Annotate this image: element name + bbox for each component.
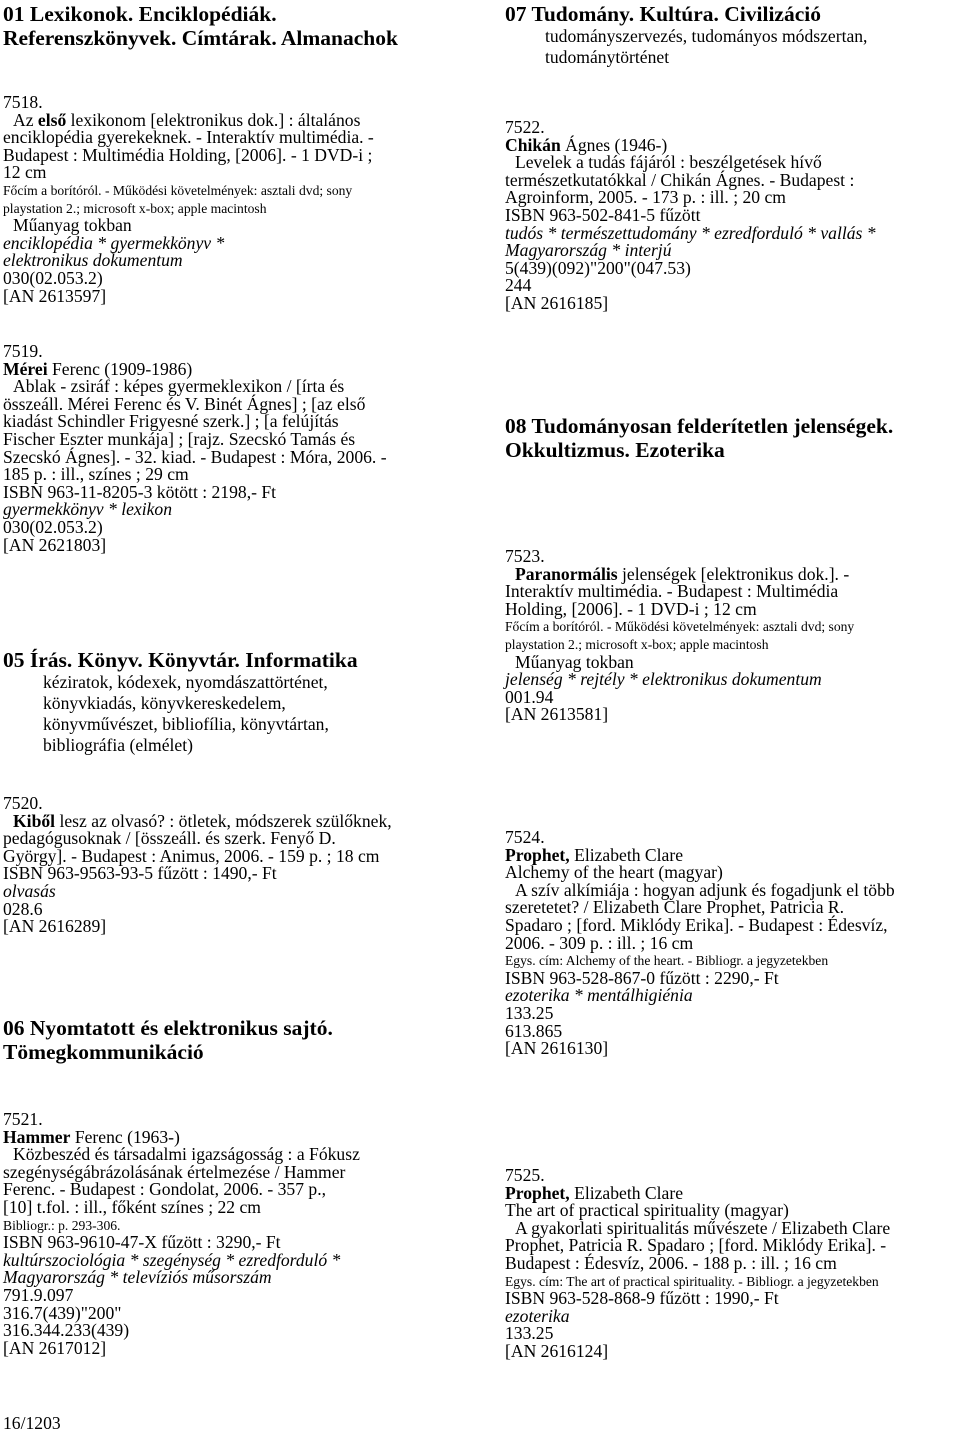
an-number: [AN 2617012] (3, 1337, 107, 1358)
udc-code: 5(439)(092)"200"(047.53) (505, 257, 691, 278)
subject-terms: gyermekkönyv * lexikon (3, 499, 172, 520)
entry-number: 7525. (505, 1165, 545, 1185)
entry-7518: 7518. Az első lexikonom [elektronikus dok.] : általános enciklopédia gyerekeknek. - Interaktív multimédia. - Budapest : Multimédia Holding, [2006]. - 1 DVD-i ; 12 cm Főcím a borítóról. - Működési követelmények: asztali dvd; sony playstation 2.; microsoft x-box; apple macintosh Műanyag tokban enciklopédia * gyermekkönyv * elektronikus dokumentum 030(02.053.2) [AN 2613597] (3, 92, 374, 306)
subject-terms: jelenség * rejtély * elektronikus dokumentum (505, 669, 822, 690)
entry-7522: 7522. Chikán Ágnes (1946-) Levelek a tudás fájáról : beszélgetések hívő természetkutatókkal / Chikán Ágnes. - Budapest : Agroinform, 2005. - 173 p. : ill. ; 20 cm ISBN 963-502-841-5 fűzött tudós * természettudomány * ezredforduló * vallás * Magyarország * interjú 5(439)(092)"200"(047.53) 244 [AN 2616185] (505, 117, 876, 313)
an-number: [AN 2613581] (505, 704, 609, 725)
entry-number: 7521. (3, 1109, 43, 1129)
entry-author: Prophet, Elizabeth Clare (505, 1182, 684, 1203)
section-07-heading: 07 Tudomány. Kultúra. Civilizáció tudományszervezés, tudományos módszertan, tudománytörténet (505, 2, 868, 67)
isbn: ISBN 963-11-8205-3 kötött : 2198,- Ft (3, 481, 277, 502)
udc-code: 001.94 (505, 686, 554, 707)
entry-7523: 7523. Paranormális jelenségek [elektronikus dok.]. - Interaktív multimédia. - Budapest : Multimédia Holding, [2006]. - 1 DVD-i ; 12 cm Főcím a borítóról. - Működési követelmények: asztali dvd; sony playstation 2.; microsoft x-box; apple macintosh Műanyag tokban jelenség * rejtély * elektronikus dokumentum 001.94 [AN 2613581] (505, 546, 855, 725)
entry-7521: 7521. Hammer Ferenc (1963-) Közbeszéd és társadalmi igazságosság : a Fókusz szegénységábrázolásának értelmezése / Hammer Ferenc. - Budapest : Gondolat, 2006. - 357 p., [10] t.fol. : ill., főként színes ; 22 cm Bibliogr.: p. 293-306. ISBN 963-9610-47-X fűzött : 3290,- Ft kultúrszociológia * szegénység * ezredforduló * Magyarország * televíziós műsorszám 791.9.097 316.7(439)"200" 316.344.233(439) [AN 2617012] (3, 1109, 360, 1358)
an-number: [AN 2616124] (505, 1340, 609, 1361)
page-number: 16/1203 (3, 1413, 61, 1433)
an-number: [AN 2616130] (505, 1038, 609, 1059)
isbn: ISBN 963-502-841-5 fűzött (505, 204, 701, 225)
an-number: [AN 2616185] (505, 292, 609, 313)
entry-7525: 7525. Prophet, Elizabeth Clare The art of practical spirituality (magyar) A gyakorlati spiritualitás művészete / Elizabeth Clare Prophet, Patricia R. Spadaro ; [ford. Miklódy Erika]. - Budapest : Édesvíz, 2006. - 188 p. : ill. ; 16 cm Egys. cím: The art of practical spirituality. - Bibliogr. a jegyzetekben ISBN 963-528-868-9 fűzött : 1990,- Ft ezoterika 133.25 [AN 2616124] (505, 1165, 891, 1361)
entry-number: 7518. (3, 92, 43, 112)
entry-number: 7519. (3, 341, 43, 361)
isbn: ISBN 963-9563-93-5 fűzött : 1490,- Ft (3, 863, 277, 884)
entry-7524: 7524. Prophet, Elizabeth Clare Alchemy of the heart (magyar) A szív alkímiája : hogyan adjunk és fogadjunk el több szeretetet? / Elizabeth Clare Prophet, Patricia R. Spadaro ; [ford. Miklódy Erika]. - Budapest : Édesvíz, 2006. - 309 p. : ill. ; 16 cm Egys. cím: Alchemy of the heart. - Bibliogr. a jegyzetekben ISBN 963-528-867-0 fűzött : 2290,- Ft ezoterika * mentálhigiénia 133.25 613.865 [AN 2616130] (505, 827, 895, 1059)
entry-title: Kiből lesz az olvasó? : ötletek, módszerek szülőknek, (13, 810, 392, 831)
subject-terms: ezoterika (505, 1305, 570, 1326)
section-06-heading: 06 Nyomtatott és elektronikus sajtó. Tömegkommunikáció (3, 1016, 333, 1064)
entry-7520: 7520. Kiből lesz az olvasó? : ötletek, módszerek szülőknek, pedagógusoknak / [összeáll. és szerk. Fenyő D. György]. - Budapest : Animus, 2006. - 159 p. ; 18 cm ISBN 963-9563-93-5 fűzött : 1490,- Ft olvasás 028.6 [AN 2616289] (3, 793, 392, 937)
entry-author: Hammer Ferenc (1963-) (3, 1126, 180, 1147)
section-05-heading: 05 Írás. Könyv. Könyvtár. Informatika kéziratok, kódexek, nyomdászattörténet, könyvkiadás, könyvkereskedelem, könyvművészet, bibliofília, könyvtártan, bibliográfia (elmélet) (3, 648, 358, 755)
an-number: [AN 2621803] (3, 534, 107, 555)
udc-code: 133.25 (505, 1323, 554, 1344)
entry-title: Az első lexikonom [elektronikus dok.] : általános (13, 109, 361, 130)
udc-code: 030(02.053.2) (3, 516, 103, 537)
subject-terms: olvasás (3, 880, 56, 901)
entry-title: Paranormális jelenségek [elektronikus dok.]. - (515, 563, 850, 584)
entry-number: 7520. (3, 793, 43, 813)
an-number: [AN 2616289] (3, 916, 107, 937)
udc-code: 791.9.097 (3, 1284, 74, 1305)
udc-code: 133.25 (505, 1002, 554, 1023)
entry-number: 7522. (505, 117, 545, 137)
an-number: [AN 2613597] (3, 285, 107, 306)
udc-code: 028.6 (3, 898, 43, 919)
subject-terms: tudós * természettudomány * ezredforduló * vallás * (505, 222, 876, 243)
entry-number: 7524. (505, 827, 545, 847)
subject-terms: kultúrszociológia * szegénység * ezredforduló * (3, 1249, 341, 1270)
subject-terms: ezoterika * mentálhigiénia (505, 985, 693, 1006)
isbn: ISBN 963-528-867-0 fűzött : 2290,- Ft (505, 967, 779, 988)
entry-author: Prophet, Elizabeth Clare (505, 844, 684, 865)
entry-7519: 7519. Mérei Ferenc (1909-1986) Ablak - zsiráf : képes gyermeklexikon / [írta és összeáll. Mérei Ferenc és V. Binét Ágnes] ; [az első kiadást Schindler Frigyesné szerk.] ; [a felújítás Fischer Eszter munkája] ; [rajz. Szecskó Tamás és Szecskó Ágnes]. - 32. kiad. - Budapest : Móra, 2006. - 185 p. : ill., színes ; 29 cm ISBN 963-11-8205-3 kötött : 2198,- Ft gyermekkönyv * lexikon 030(02.053.2) [AN 2621803] (3, 341, 387, 555)
udc-code: 030(02.053.2) (3, 267, 103, 288)
section-08-heading: 08 Tudományosan felderítetlen jelenségek. Okkultizmus. Ezoterika (505, 414, 894, 462)
isbn: ISBN 963-528-868-9 fűzött : 1990,- Ft (505, 1288, 779, 1309)
isbn: ISBN 963-9610-47-X fűzött : 3290,- Ft (3, 1232, 281, 1253)
subject-terms: enciklopédia * gyermekkönyv * (3, 232, 225, 253)
entry-number: 7523. (505, 546, 545, 566)
entry-author: Mérei Ferenc (1909-1986) (3, 358, 193, 379)
section-01-heading: 01 Lexikonok. Enciklopédiák. Referenszkönyvek. Címtárak. Almanachok (3, 2, 398, 50)
entry-author: Chikán Ágnes (1946-) (505, 134, 668, 155)
